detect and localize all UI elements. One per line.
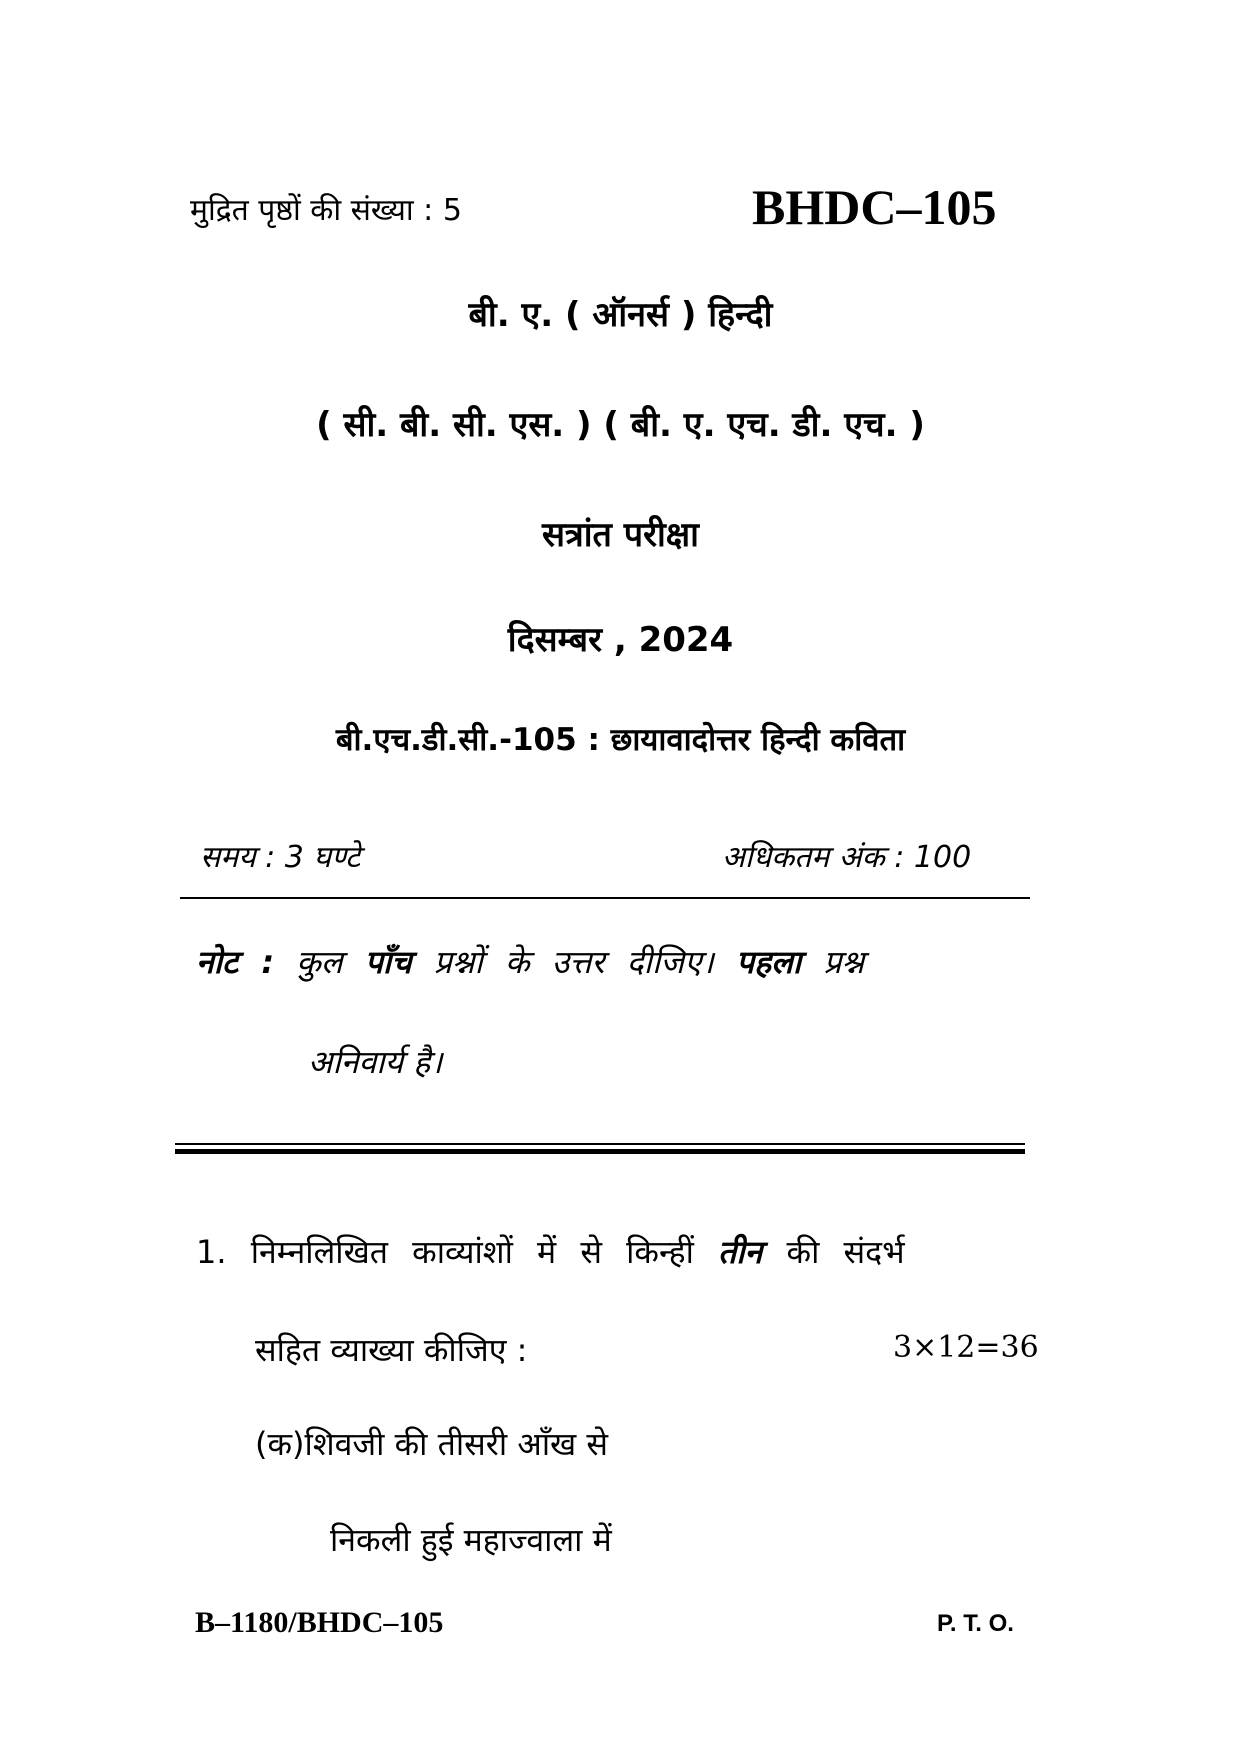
note-line-2: अनिवार्य है। bbox=[308, 1043, 443, 1081]
subquestion-text: शिवजी की तीसरी आँख से bbox=[304, 1425, 609, 1463]
time-allowed: समय : 3 घण्टे bbox=[200, 840, 361, 875]
question-1-line-2: सहित व्याख्या कीजिए : bbox=[255, 1331, 528, 1369]
footer-pto: P. T. O. bbox=[937, 1610, 1014, 1637]
question-number: 1. bbox=[196, 1233, 227, 1271]
divider-double-thick bbox=[175, 1149, 1025, 1154]
question-text: की संदर्भ bbox=[786, 1233, 905, 1271]
course-title: बी.एच.डी.सी.-105 : छायावादोत्तर हिन्दी कविता bbox=[335, 722, 906, 758]
note-line-1 bbox=[196, 940, 864, 983]
question-1-marks: 3×12=36 bbox=[893, 1330, 1039, 1365]
note-text: कुल bbox=[296, 943, 343, 981]
subquestion-ka-line-1 bbox=[255, 1422, 608, 1465]
footer-paper-code: B–1180/BHDC–105 bbox=[195, 1606, 444, 1639]
maximum-marks: अधिकतम अंक : 100 bbox=[722, 840, 972, 875]
session-title: दिसम्बर , 2024 bbox=[507, 620, 734, 660]
subquestion-label: (क) bbox=[255, 1425, 305, 1463]
note-label: नोट : bbox=[196, 943, 275, 981]
exam-title: सत्रांत परीक्षा bbox=[542, 515, 699, 555]
question-emphasis-three: तीन bbox=[718, 1233, 763, 1271]
programme-title: बी. ए. ( ऑनर्स ) हिन्दी bbox=[468, 295, 773, 335]
divider-single bbox=[180, 897, 1030, 899]
scheme-title: ( सी. बी. सी. एस. ) ( बी. ए. एच. डी. एच. ) bbox=[316, 405, 925, 445]
note-text: प्रश्न bbox=[823, 943, 865, 981]
question-text: निम्नलिखित काव्यांशों में से किन्हीं bbox=[250, 1233, 694, 1271]
note-text: प्रश्नों के उत्तर दीजिए। bbox=[433, 943, 714, 981]
paper-code: BHDC–105 bbox=[752, 179, 997, 235]
printed-pages-count: मुद्रित पृष्ठों की संख्या : 5 bbox=[190, 193, 462, 228]
subquestion-ka-line-2: निकली हुई महाज्वाला में bbox=[330, 1521, 612, 1559]
note-emphasis-first: पहला bbox=[735, 943, 802, 981]
note-emphasis-five: पाँच bbox=[364, 943, 412, 981]
question-1-line-1 bbox=[196, 1230, 905, 1273]
divider-double-thin bbox=[175, 1143, 1025, 1145]
